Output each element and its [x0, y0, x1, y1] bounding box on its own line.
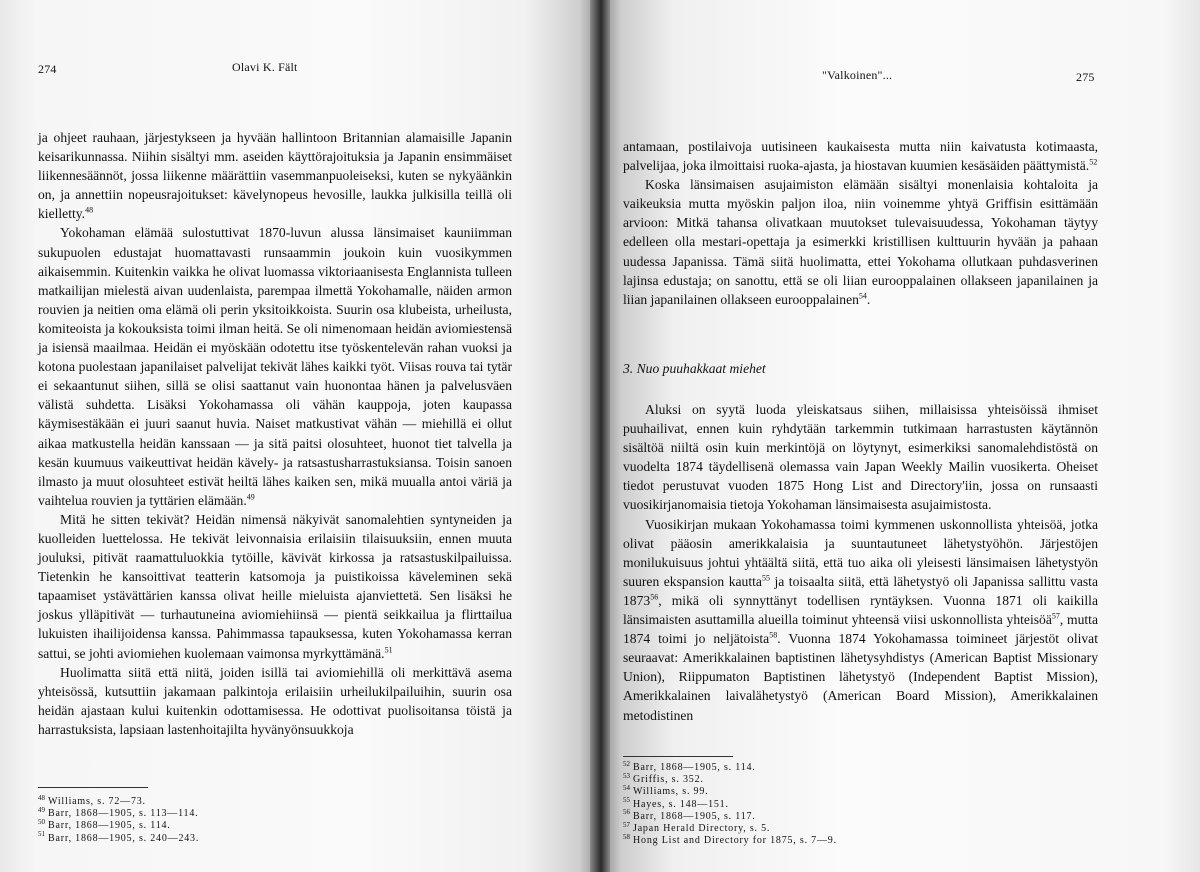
footnote-ref: 48: [85, 205, 94, 215]
paragraph: [38, 128, 512, 223]
footnote-ref: 57: [1051, 611, 1060, 621]
footnote-number: 48: [38, 793, 45, 802]
footnote-ref: 52: [1089, 157, 1098, 167]
right-page-number: 275: [1076, 70, 1095, 84]
footnote: [623, 832, 837, 847]
paragraph: [38, 510, 512, 663]
footnote-text: Barr, 1868—1905, s. 113—114.: [48, 808, 199, 820]
paragraph: Koska länsimaisen asujaimiston elämään sisältyi monenlaisia kohtaloita ja vaikeuksia mutta myöskin paljon iloa, niin voinemme yhtyä Griffisin esittämään arvioon: Mitkä tahansa olivatkaan muutokset tulevaisuudessa, Yokohaman täytyy edelleen olla mestari-opettaja ja esimerkki kristillisen kulttuurin hyvään ja pahaan uudessa Japanissa. Tämä siitä huolimatta, ettei Yokohama ollutkaan puhdasverinen lajinsa edustaja; on sanottu, että se oli liian eurooppalainen ollakseen japanilainen ja liian japanilainen ollakseen eurooppalainen$^{54}$.: [623, 177, 1098, 307]
footnote-number: 53: [623, 771, 630, 780]
paragraph-text: ja ohjeet rauhaan, järjestykseen ja hyvään hallintoon Britannian alamaisille Japanin keisarikunnassa. Niihin sisältyi mm. aseiden käyttörajoituksia ja Japanin ensimmäiset liikennesäännöt, jossa liikenne määrättiin vasemmanpuoleiseksi, kuten se nykyäänkin on, ja annettiin nopeusrajoitukset: kävelynopeus hevosille, laukka julkisilla teillä oli kielletty.: [38, 130, 512, 222]
footnote-number: 55: [623, 796, 630, 805]
footnote-text: Japan Herald Directory, s. 5.: [633, 823, 771, 835]
footnote-ref: 54: [858, 291, 867, 301]
footnote-text: Hayes, s. 148—151.: [633, 798, 729, 810]
section-heading: 3. Nuo puuhakkaat miehet: [623, 361, 766, 376]
footnote-text: Hong List and Directory for 1875, s. 7—9.: [633, 835, 837, 847]
paragraph: [38, 663, 512, 739]
paragraph-text: Aluksi on syytä luoda yleiskatsaus siihen, millaisissa yhteisöissä ihmiset puuhailivat, ennen kuin ryhdytään tarkemmin tutkimaan harrastusten käytännön sisältöä niiltä osin kuin merkintöjä on löytynyt, esimerkiksi sanomalehdistöstä on vuodelta 1874 täydellisenä olemassa vain Japan Weekly Mailin vuosikerta. Oheiset tiedot perustuvat vuoden 1875 Hong List and Directory'iin, jossa on runsaasti vuosikirjanomaisia tietoja Yokohaman länsimaisesta asujaimistosta.: [623, 402, 1098, 513]
paragraph: [38, 223, 512, 509]
paragraph: [623, 400, 1098, 515]
paragraph: [623, 515, 1098, 725]
footnote-rule: [623, 756, 733, 757]
footnote-number: 58: [623, 832, 630, 841]
footnote-number: 54: [623, 784, 630, 793]
footnote-number: 49: [38, 805, 45, 814]
paragraph-text: Mitä he sitten tekivät? Heidän nimensä näkyivät sanomalehtien syntyneiden ja kuolleiden luettelossa. He tekivät leivonnaisia erilaisiin tilaisuuksiin, ennen muuta jouluksi, pitivät raamattuluokkia tytöille, kävivät kirkossa ja ratsastuskilpailuissa. Tietenkin he kansoittivat teatterin katsomoja ja puistikoissa käveleminen sekä tapaamiset ystävättärien kanssa olivat heille mieluista ajanviettetä. Sen lisäksi he joskus ylläpitivät — turhautuneina aviomiehiinsä — pientä seikkailua ja flirttailua lukuisten ihailijoidensa kanssa. Pahimmassa tapauksessa, kuten Yokohamassa kerran sattui, se johti aviomiehen kuolemaan vaimonsa myrkyttämänä.: [38, 511, 512, 661]
right-running-head: "Valkoinen"...: [822, 68, 893, 82]
paragraph-text: , mutta 1874 toimi jo neljätoista: [623, 612, 1098, 647]
footnote: [38, 805, 199, 820]
left-running-head: Olavi K. Fält: [232, 60, 298, 74]
footnote-ref: 51: [384, 645, 393, 654]
paragraph-text: ja toisaalta siitä, että lähetystyö oli Japanissa sallittu vasta 1873: [623, 573, 1098, 608]
paragraph-text: Koska länsimaisen asujaimiston elämään sisältyi monenlaisia kohtaloita ja vaikeuksia mutta myöskin paljon iloa, niin voinemme yhtyä Griffisin esittämään arvioon: Mitkä tahansa olivatkaan muutokset tulevaisuudessa, Yokohaman täytyy edelleen olla mestari-opettaja ja esimerkki kristillisen kulttuurin hyvään ja pahaan uudessa Japanissa. Tämä siitä huolimatta, ettei Yokohama ollutkaan puhdasverinen lajinsa edustaja; on sanottu, että se oli liian eurooppalainen ollakseen japanilainen ja liian japanilainen ollakseen eurooppalainen: [623, 177, 1098, 307]
footnote-text: Williams, s. 99.: [633, 786, 709, 798]
footnote-number: 50: [38, 818, 45, 827]
footnote-text: Griffis, s. 352.: [633, 774, 704, 786]
paragraph: [623, 137, 1098, 175]
right-footnotes: [623, 759, 837, 847]
footnote-number: 52: [623, 759, 630, 768]
footnote: [38, 793, 199, 808]
footnote-rule: [38, 787, 148, 788]
footnote-number: 57: [623, 820, 630, 829]
footnote: [623, 820, 837, 835]
footnote: [623, 771, 837, 786]
left-page-number: 274: [38, 62, 57, 76]
left-footnotes: [38, 793, 200, 845]
paragraph-text: Huolimatta siitä että niitä, joiden isillä tai aviomiehillä oli merkittävä asema yhteisössä, kutsuttiin jakamaan palkintoja erilaisiin urheilukilpailuihin, suurin osa heidän ajastaan kului kuitenkin odottamisessa. He odottivat puolisoitansa töistä ja harrastuksista, lapsiaan lastenhoitajilta hyvänyönsuukkoja: [38, 664, 512, 737]
paragraph-text: Yokohaman elämää sulostuttivat 1870-luvun alussa länsimaiset kauniimman sukupuolen edustajat huomattavasti runsaammin joukoin kuin vuosikymmen aikaisemmin. Kuitenkin vaikka he olivat luomassa viktoriaanisesta Englannista tulleen matkailijan mielestä aivan uudenlaista, parempaa ilmettä Yokohamalle, näiden armon rouvien ja neitien oma elämä oli perin yksitoikkoista. Suurin osa klubeista, urheilusta, komiteoista ja kokouksista toimi ilman heitä. Se oli nimenomaan heidän aviomiestensä ja isiensä maailmaa. Heidän ei myöskään odotettu itse työskentelevän rahan vuoksi ja kotona puolestaan japanilaiset palvelijat tekivät lähes kaikki työt. Viisas rouva tai tytär ei sekaantunut siihen, sillä se olisi saattanut vain huonontaa hänen ja palvelusväen välistä suhdetta. Lisäksi Yokohamassa oli vähän kauppoja, joten kaupassa käymisestäkään ei juuri saanut huvia. Naiset matkustivat vähän — miehillä ei ollut aikaa matkustella heidän kanssaan — ja sitä paitsi olosuhteet, huonot tiet talvella ja kesän kuumuus vaikeuttivat heidän kävely- ja ratsastusharrastuksiansa. Toisin sanoen ilmasto ja muut olosuhteet estivät heiltä lähes kaiken sen, mikä muualla antoi väriä ja vaihtelua rouvien ja tyttärien elämään.: [38, 225, 512, 508]
footnote-text: Williams, s. 72—73.: [48, 796, 146, 807]
footnote-ref: 49: [246, 492, 255, 502]
footnote: [623, 786, 837, 798]
paragraph-text: Vuosikirjan mukaan Yokohamassa toimi kymmenen uskonnollista yhteisöä, jotka olivat pääosin amerikkalaisia ja suuntautuneet lähetystyöhön. Järjestöjen monilukuisuus johtui yhtäältä siitä, että tuo aika oli yleisesti länsimaisen lähetystyön suuren ekspansion kautta: [623, 516, 1098, 589]
footnote-number: 51: [38, 830, 45, 839]
footnote-ref: 55: [761, 573, 770, 583]
footnote-text: Barr, 1868—1905, s. 117.: [633, 810, 756, 822]
footnote-text: Barr, 1868—1905, s. 240—243.: [48, 832, 200, 844]
paragraph-text: . Vuonna 1874 Yokohamassa toimineet järjestöt olivat seuraavat: Amerikkalainen baptistinen lähetysyhdistys (American Baptist Missionary Union), Riippumaton Baptistinen lähetystyö (Independent Baptist Mission), Amerikkalainen laivalähetystyö (American Board Mission), Amerikkalainen metodistinen: [623, 631, 1098, 723]
footnote-ref: 58: [769, 630, 778, 640]
right-body-text: [623, 137, 1098, 309]
footnote: [38, 820, 199, 832]
footnote-text: Barr, 1868—1905, s. 114.: [48, 820, 171, 832]
footnote-number: 56: [623, 808, 630, 817]
paragraph-text: antamaan, postilaivoja uutisineen kaukaisesta mutta niin kaivatusta kotimaasta, palvelijaa, joka ilmoittaisi ruoka-ajasta, ja hiostavan kuumien kesäsäiden päättymistä.: [623, 139, 1098, 174]
left-body-text: [38, 128, 512, 739]
footnote: [623, 808, 837, 823]
paragraph-text: , mikä oli synnyttänyt todellisen ryntäyksen. Vuonna 1871 oli kaikilla länsimaisten asuttamilla alueilla toiminut yhteensä viisi uskonnollista yhteisöä: [623, 592, 1098, 628]
footnote: [623, 796, 837, 811]
footnote-text: Barr, 1868—1905, s. 114.: [633, 762, 756, 773]
book-gutter: [590, 0, 610, 872]
footnote-ref: 56: [650, 592, 659, 602]
right-body-text-section: [623, 400, 1098, 725]
footnote: [623, 759, 837, 774]
footnote: [38, 830, 200, 845]
